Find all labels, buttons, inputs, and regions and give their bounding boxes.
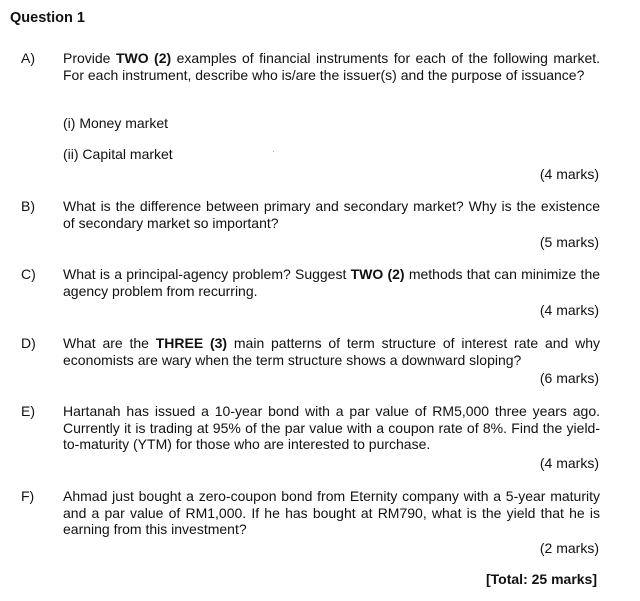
question-a-text-part2: examples of financial instruments for each of the following market. For each instrument, describe who is/are the issuer(s) and the purpose of issuance?	[63, 50, 601, 83]
question-e-marks: (4 marks)	[539, 455, 599, 471]
question-b-marks: (5 marks)	[539, 234, 599, 250]
question-c-emphasis: TWO (2)	[350, 266, 405, 282]
question-f-marks: (2 marks)	[539, 540, 599, 556]
question-d-text-part2: main patterns of term structure of interest rate and why economists are wary when the term structure shows a downward sloping?	[63, 335, 600, 368]
question-d-emphasis: THREE (3)	[155, 335, 228, 351]
question-e-letter: E)	[21, 403, 35, 419]
question-a-text	[63, 50, 600, 83]
question-c-text	[63, 266, 600, 299]
total-marks: [Total: 25 marks]	[486, 571, 597, 587]
scan-speck	[273, 151, 274, 152]
question-c-marks: (4 marks)	[539, 302, 599, 318]
question-a-sub-item-2: (ii) Capital market	[63, 146, 173, 162]
question-d-letter: D)	[21, 335, 36, 351]
question-d-marks: (6 marks)	[539, 370, 599, 386]
question-f-letter: F)	[21, 488, 35, 504]
question-a-letter: A)	[21, 50, 35, 66]
question-a-text-part1: Provide	[63, 50, 116, 66]
question-f-text: Ahmad just bought a zero-coupon bond from Eternity company with a 5-year maturity and a par value of RM1,000. If he has bought at RM790, what is the yield that he is earning from this investment?	[63, 488, 600, 537]
question-c-letter: C)	[21, 266, 36, 282]
question-a-marks: (4 marks)	[539, 166, 599, 182]
section-title: Question 1	[10, 10, 85, 26]
question-e-text: Hartanah has issued a 10-year bond with a par value of RM5,000 three years ago. Currently it is trading at 95% of the par value with a coupon rate of 8%. Find the yield-to-maturity (YTM) for those who are interested to purchase.	[63, 403, 600, 452]
question-c-text-part2: methods that can minimize the agency problem from recurring.	[63, 266, 601, 299]
question-c-text-part1: What is a principal-agency problem? Suggest	[63, 266, 351, 282]
question-a-sub-item-1: (i) Money market	[63, 115, 169, 131]
question-a-emphasis: TWO (2)	[115, 50, 172, 66]
question-b-text: What is the difference between primary and secondary market? Why is the existence of secondary market so important?	[63, 198, 600, 231]
question-b-letter: B)	[21, 198, 35, 214]
question-d-text-part1: What are the	[63, 335, 156, 351]
question-d-text	[63, 335, 600, 368]
